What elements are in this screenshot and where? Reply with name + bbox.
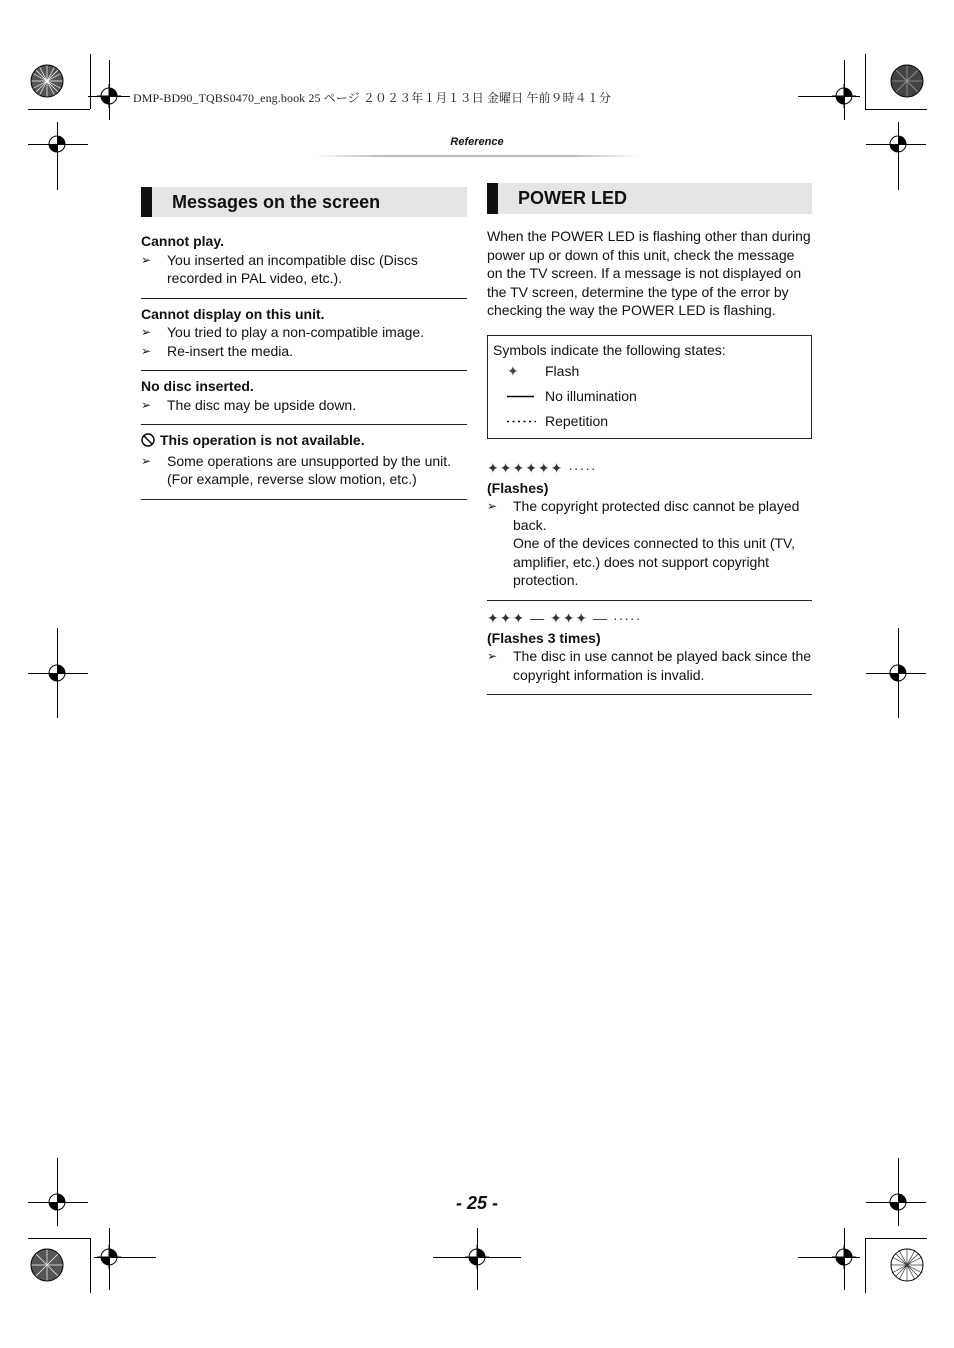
page-number: - 25 - xyxy=(455,1193,498,1213)
led-pattern-title: (Flashes 3 times) xyxy=(487,629,601,646)
power-led-intro: When the POWER LED is flashing other than during power up or down of this unit, check the message on the TV screen. If a message is not displayed on the TV screen, determine the type of the error by checking the way the POWER LED is flashing. xyxy=(487,228,811,319)
led-pattern: ✦✦✦✦✦✦ ····· xyxy=(487,459,597,476)
color-rosette-icon xyxy=(890,1248,924,1282)
color-rosette-icon xyxy=(30,64,64,98)
arrowhead-right-icon: ➢ xyxy=(487,649,498,664)
header-rule xyxy=(315,155,639,157)
power-led-section xyxy=(487,227,812,701)
symbol-row: Repetition xyxy=(493,409,811,434)
message-title-row: This operation is not available. xyxy=(141,431,467,452)
messages-list xyxy=(141,232,467,506)
section-label: Reference xyxy=(450,136,504,148)
arrowhead-right-icon: ➢ xyxy=(141,397,152,412)
symbol-row: No illumination xyxy=(493,384,811,409)
color-rosette-icon xyxy=(890,64,924,98)
power-led-heading-text: POWER LED xyxy=(518,188,628,208)
arrowhead-right-icon: ➢ xyxy=(487,499,498,514)
led-pattern-item xyxy=(487,607,812,696)
message-title: Cannot play. xyxy=(141,233,224,249)
repetition-dots-icon xyxy=(507,409,537,442)
led-pattern-bullet: ➢ The disc in use cannot be played back since the copyright information is invalid. xyxy=(487,648,812,683)
message-bullet: ➢ Some operations are unsupported by the unit. (For example, reverse slow motion, etc.) xyxy=(141,452,452,487)
led-pattern-bullet: ➢ The copyright protected disc cannot be played back. One of the devices connected to this unit (TV, amplifier, etc.) does not support copyright protection. xyxy=(487,498,800,589)
symbol-legend-caption: Symbols indicate the following states: xyxy=(493,341,726,358)
message-item xyxy=(141,431,467,500)
message-title: No disc inserted. xyxy=(141,378,254,394)
led-pattern-title: (Flashes) xyxy=(487,479,549,496)
color-rosette-icon xyxy=(30,1248,64,1282)
message-item xyxy=(141,377,467,425)
message-bullet: ➢ The disc may be upside down. xyxy=(141,396,357,413)
message-bullet: ➢ You inserted an incompatible disc (Discs recorded in PAL video, etc.). xyxy=(141,251,418,286)
led-pattern-item xyxy=(487,457,812,601)
message-item xyxy=(141,232,467,299)
arrowhead-right-icon: ➢ xyxy=(141,252,152,267)
message-item xyxy=(141,305,467,372)
message-bullet: ➢ You tried to play a non-compatible image. xyxy=(141,324,425,340)
prohibited-icon xyxy=(141,433,155,452)
led-pattern: ✦✦✦ — ✦✦✦ — ····· xyxy=(487,609,642,626)
power-led-heading xyxy=(487,183,812,214)
symbol-legend xyxy=(487,335,812,439)
messages-heading-text: Messages on the screen xyxy=(172,192,381,212)
book-info: DMP-BD90_TQBS0470_eng.book 25 ページ ２０２３年１月１３日 金曜日 午前９時４１分 xyxy=(133,91,612,105)
arrowhead-right-icon: ➢ xyxy=(141,325,152,339)
messages-heading xyxy=(141,187,467,217)
message-title: Cannot display on this unit. xyxy=(141,305,325,322)
message-bullet: ➢ Re-insert the media. xyxy=(141,342,294,359)
arrowhead-right-icon: ➢ xyxy=(141,453,152,468)
symbol-row: ✦ Flash xyxy=(493,359,811,384)
flash-star-icon: ✦ xyxy=(507,362,519,379)
arrowhead-right-icon: ➢ xyxy=(141,343,152,358)
